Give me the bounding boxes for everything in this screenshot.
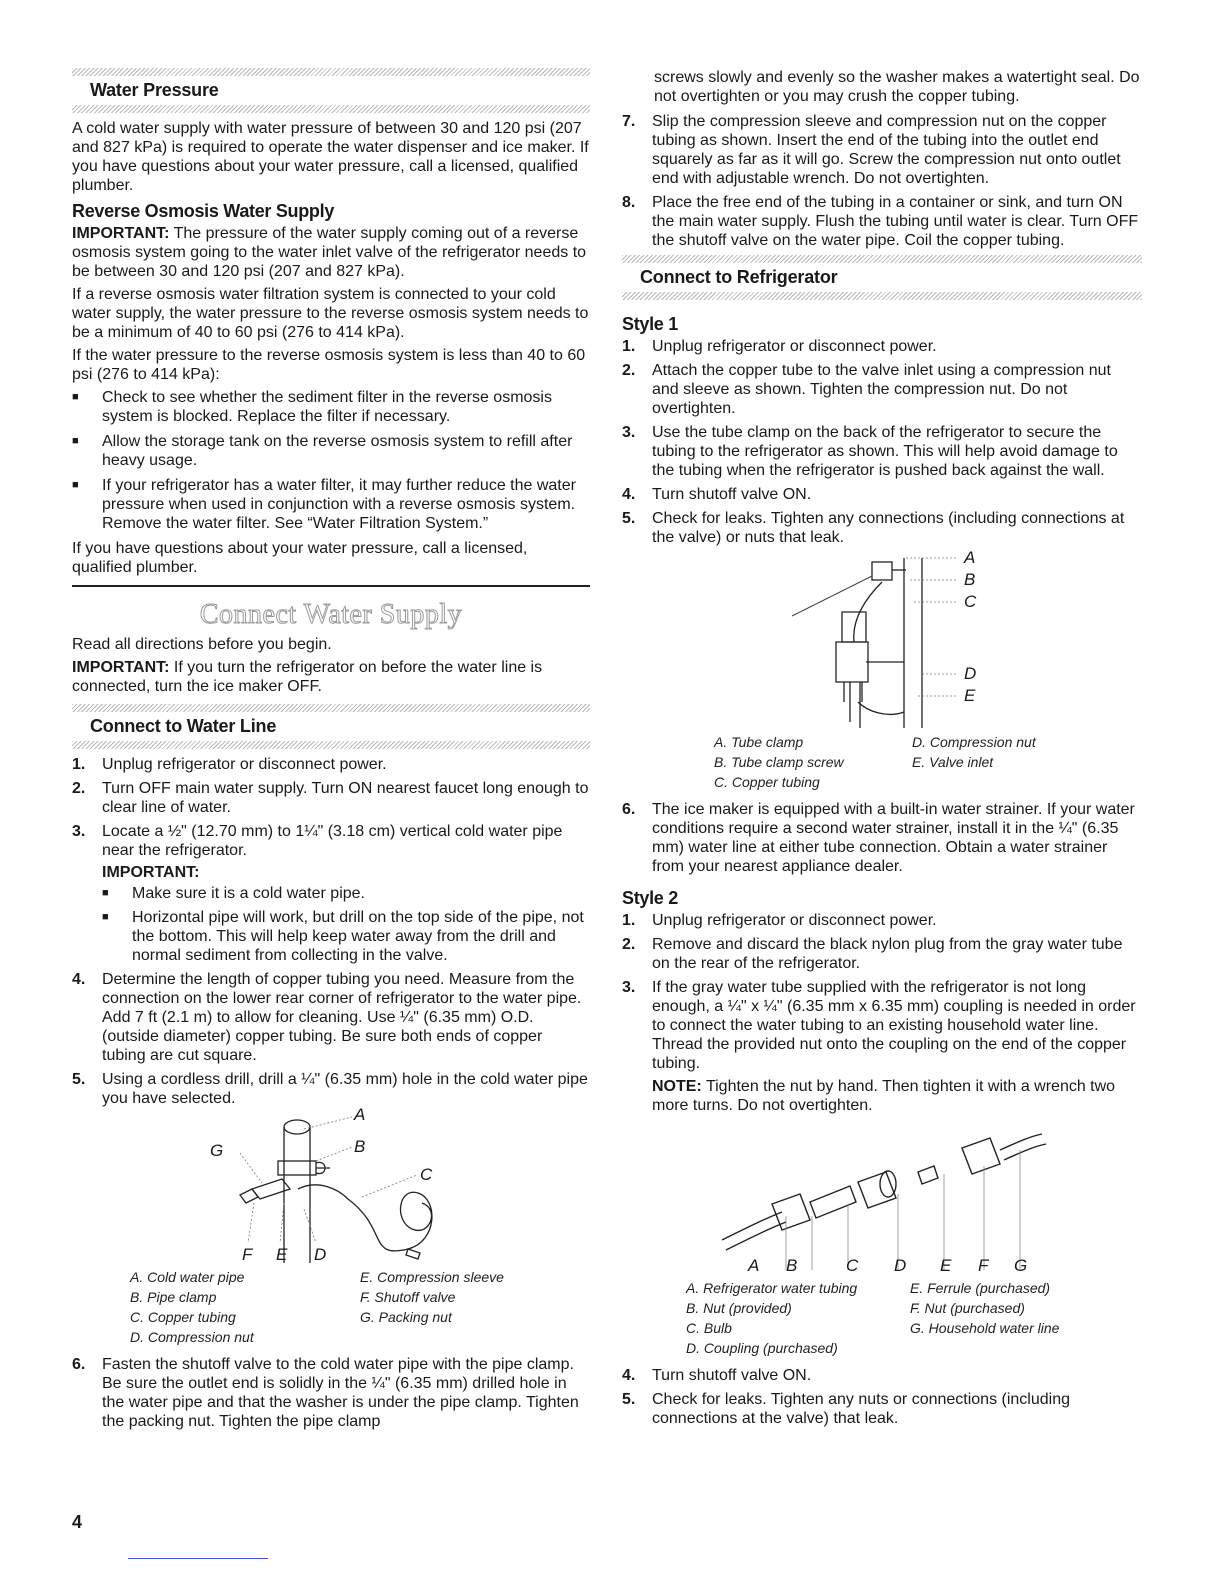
style2-figure — [622, 1120, 1142, 1274]
ro-important-paragraph — [72, 224, 590, 281]
step-text: Unplug refrigerator or disconnect power. — [652, 338, 937, 355]
style1-steps-cont — [622, 800, 1142, 876]
step-item — [622, 337, 1142, 356]
caption: C. Copper tubing — [714, 774, 820, 790]
step-number: 1. — [622, 338, 636, 355]
step-text: If the gray water tube supplied with the refrigerator is not long enough, a ¼" x ¼" (6.35 mm x 6.35 mm) coupling is needed in order to connect the water tubing to an existing household water line. Thread the provided nut onto the coupling on the end of the copper tubing. — [652, 979, 1136, 1072]
figure-letter-c: C — [846, 1256, 859, 1275]
step-text: Determine the length of copper tubing you need. Measure from the connection on the lower rear corner of refrigerator to the water pipe. Add 7 ft (2.1 m) to allow for cleaning. Use ¼" (6.35 mm) O.D. (outside diameter) copper tubing. Be sure both ends of copper tubing are cut square. — [102, 971, 582, 1064]
ro-bullet-list — [72, 388, 590, 533]
right-column — [622, 68, 1142, 1433]
caption — [912, 772, 1142, 792]
figure-letter-a: A — [964, 548, 976, 567]
style1-figure — [622, 548, 1142, 728]
step-number: 6. — [622, 801, 636, 818]
style2-heading: Style 2 — [622, 888, 678, 908]
step-number: 8. — [622, 194, 636, 211]
style2-captions — [686, 1278, 1142, 1358]
step-item — [622, 361, 1142, 418]
divider — [72, 585, 590, 587]
water-line-heading: Connect to Water Line — [90, 716, 277, 736]
shutoff-valve-illustration — [72, 1113, 590, 1263]
step-number: 4. — [622, 486, 636, 503]
ro-paragraph-4: If you have questions about your water pressure, call a licensed, qualified plumber. — [72, 540, 528, 576]
step-number: 4. — [622, 1367, 636, 1384]
style2-note — [652, 1077, 1142, 1115]
section-band — [72, 704, 590, 712]
figure-letter-d: D — [964, 664, 977, 683]
step-item — [72, 970, 590, 1065]
style1-steps — [622, 337, 1142, 547]
caption: D. Compression nut — [130, 1329, 254, 1345]
step-text: Remove and discard the black nylon plug from the gray water tube on the rear of the refrigerator. — [652, 936, 1123, 972]
step-text: Fasten the shutoff valve to the cold water pipe with the pipe clamp. Be sure the outlet end is solidly in the ¼" (6.35 mm) drilled hole in the water pipe and that the washer is under the pipe clamp. Tighten the packing nut. Tighten the pipe clamp — [102, 1356, 579, 1430]
step-item — [72, 822, 590, 965]
step-item — [622, 485, 1142, 504]
step-number: 5. — [72, 1071, 86, 1088]
step-number: 4. — [72, 971, 86, 988]
caption: E. Valve inlet — [912, 754, 994, 770]
caption: C. Bulb — [686, 1320, 732, 1336]
step-text: Attach the copper tube to the valve inlet using a compression nut and sleeve as shown. Tighten the compression nut. Do not overtighten. — [652, 362, 1111, 417]
figure-letter-g: G — [1014, 1256, 1028, 1275]
step-item — [622, 800, 1142, 876]
figure-letter-c: C — [420, 1165, 433, 1184]
step-text: Unplug refrigerator or disconnect power. — [652, 912, 937, 929]
figure-letter-a: A — [354, 1105, 366, 1124]
ro-heading: Reverse Osmosis Water Supply — [72, 201, 335, 221]
page-number: 4 — [72, 1512, 83, 1532]
style2-steps-cont — [622, 1366, 1142, 1428]
step-text: Use the tube clamp on the back of the refrigerator to secure the tubing to the refrigerator as shown. This will help avoid damage to the tubing when the refrigerator is pushed back against the wall. — [652, 424, 1118, 479]
section-band — [622, 292, 1142, 300]
list-item: ■ If your refrigerator has a water filter, it may further reduce the water pressure when used in conjunction with a reverse osmosis system. Remove the water filter. See “Water Filtration System.” — [72, 476, 590, 533]
section-band — [72, 105, 590, 113]
important-label: IMPORTANT: — [72, 225, 170, 242]
valve-inlet-illustration — [622, 552, 1142, 728]
step-text: The ice maker is equipped with a built-in water strainer. If your water conditions require a second water strainer, install it in the ¼" (6.35 mm) water line at either tube connection. Obtain a water strainer from your nearest appliance dealer. — [652, 801, 1135, 875]
step-item — [622, 112, 1142, 188]
step-item — [72, 1070, 590, 1108]
footer-line — [128, 1558, 268, 1559]
continued-paragraph: screws slowly and evenly so the washer makes a watertight seal. Do not overtighten or you may crush the copper tubing. — [654, 69, 1140, 105]
step-number: 3. — [622, 979, 636, 996]
section-band — [622, 255, 1142, 263]
water-pressure-heading: Water Pressure — [90, 80, 219, 100]
caption: B. Tube clamp screw — [714, 754, 844, 770]
step-text: Turn shutoff valve ON. — [652, 486, 812, 503]
step3-important-label: IMPORTANT: — [102, 864, 200, 881]
step-item — [622, 1390, 1142, 1428]
caption: D. Coupling (purchased) — [686, 1340, 838, 1356]
step-number: 5. — [622, 1391, 636, 1408]
step-number: 2. — [72, 780, 86, 797]
supply-important-paragraph — [72, 658, 590, 696]
step-text: Check for leaks. Tighten any nuts or connections (including connections at the valve) that leak. — [652, 1391, 1071, 1427]
caption — [910, 1338, 1142, 1358]
step-number: 2. — [622, 362, 636, 379]
caption: B. Pipe clamp — [130, 1289, 217, 1305]
step-number: 5. — [622, 510, 636, 527]
caption: A. Refrigerator water tubing — [686, 1280, 858, 1296]
caption: B. Nut (provided) — [686, 1300, 792, 1316]
figure-letter-d: D — [894, 1256, 907, 1275]
ro-paragraph-2: If a reverse osmosis water filtration system is connected to your cold water supply, the water pressure to the reverse osmosis system needs to be a minimum of 40 to 60 psi (276 to 414 kPa). — [72, 286, 589, 341]
step-number: 7. — [622, 113, 636, 130]
ro-paragraph-3: If the water pressure to the reverse osmosis system is less than 40 to 60 psi (276 to 414 kPa): — [72, 347, 586, 383]
list-item: ■ Check to see whether the sediment filter in the reverse osmosis system is blocked. Replace the filter if necessary. — [72, 388, 590, 426]
step-number: 1. — [72, 756, 86, 773]
step-item — [622, 193, 1142, 250]
connect-water-supply-title: Connect Water Supply — [199, 599, 463, 630]
shutoff-valve-figure — [72, 1105, 590, 1264]
list-item: ■ Make sure it is a cold water pipe. — [102, 884, 590, 903]
left-column — [72, 68, 590, 1436]
caption: G. Household water line — [910, 1320, 1060, 1336]
figure-letter-f: F — [242, 1245, 253, 1264]
step-item — [72, 755, 590, 774]
step-text: Turn shutoff valve ON. — [652, 1367, 812, 1384]
water-line-steps-cont — [72, 1355, 590, 1431]
step-item — [622, 911, 1142, 930]
caption: A. Cold water pipe — [130, 1269, 245, 1285]
connect-refrigerator-heading: Connect to Refrigerator — [640, 267, 838, 287]
style2-steps — [622, 911, 1142, 1115]
step-number: 1. — [622, 912, 636, 929]
figure-letter-e: E — [276, 1245, 288, 1264]
step-text: Turn OFF main water supply. Turn ON nearest faucet long enough to clear line of water. — [102, 780, 589, 816]
step-item — [72, 1355, 590, 1431]
directions-paragraph: Read all directions before you begin. — [72, 636, 332, 653]
style1-captions — [714, 732, 1142, 792]
step-number: 6. — [72, 1356, 86, 1373]
caption: D. Compression nut — [912, 734, 1036, 750]
list-item: ■ Horizontal pipe will work, but drill on the top side of the pipe, not the bottom. This will help keep water away from the drill and normal sediment from collecting in the valve. — [102, 908, 590, 965]
supply-important-text: If you turn the refrigerator on before the water line is connected, turn the ice maker OFF. — [72, 659, 543, 695]
caption: F. Nut (purchased) — [910, 1300, 1025, 1316]
figure-letter-b: B — [354, 1137, 366, 1156]
caption: E. Ferrule (purchased) — [910, 1280, 1051, 1296]
water-line-steps-right — [622, 112, 1142, 250]
figure-letter-e: E — [964, 686, 976, 705]
ro-important-text: The pressure of the water supply coming out of a reverse osmosis system going to the water inlet valve of the refrigerator needs to be between 30 and 120 psi (207 and 827 kPa). — [72, 225, 587, 280]
style1-heading: Style 1 — [622, 314, 678, 334]
step-item — [622, 935, 1142, 973]
step-text: Place the free end of the tubing in a container or sink, and turn ON the main water supply. Flush the tubing until water is clear. Turn OFF the shutoff valve on the water pipe. Coil the copper tubing. — [652, 194, 1139, 249]
note-text: Tighten the nut by hand. Then tighten it with a wrench two more turns. Do not overtighten. — [652, 1078, 1116, 1114]
figure-captions — [130, 1267, 590, 1347]
figure-letter-b: B — [964, 570, 976, 589]
figure-letter-b: B — [786, 1256, 798, 1275]
step-item — [622, 423, 1142, 480]
section-band — [72, 68, 590, 76]
step-item — [622, 978, 1142, 1115]
step3-bullet-list — [102, 884, 590, 965]
caption — [360, 1327, 590, 1347]
figure-letter-c: C — [964, 592, 977, 611]
step-text: Slip the compression sleeve and compression nut on the copper tubing as shown. Insert the end of the tubing into the outlet end squarely as far as it will go. Screw the compression nut onto outlet end with adjustable wrench. Do not overtighten. — [652, 113, 1121, 187]
list-item: ■ Allow the storage tank on the reverse osmosis system to refill after heavy usage. — [72, 432, 590, 470]
note-label: NOTE: — [652, 1078, 702, 1095]
step-text: Using a cordless drill, drill a ¼" (6.35 mm) hole in the cold water pipe you have selected. — [102, 1071, 588, 1107]
figure-letter-e: E — [940, 1256, 952, 1275]
step-item — [622, 1366, 1142, 1385]
step-item — [622, 509, 1142, 547]
figure-letter-g: G — [210, 1141, 224, 1160]
step-text: Locate a ½" (12.70 mm) to 1¼" (3.18 cm) vertical cold water pipe near the refrigerator. — [102, 823, 563, 859]
important-label: IMPORTANT: — [72, 659, 170, 676]
section-band — [72, 741, 590, 749]
water-pressure-paragraph: A cold water supply with water pressure of between 30 and 120 psi (207 and 827 kPa) is required to operate the water dispenser and ice maker. If you have questions about your water pressure, call a licensed, qualified plumber. — [72, 120, 589, 194]
step-text: Unplug refrigerator or disconnect power. — [102, 756, 387, 773]
figure-letter-a: A — [748, 1256, 760, 1275]
caption: A. Tube clamp — [714, 734, 804, 750]
step-number: 3. — [72, 823, 86, 840]
caption: E. Compression sleeve — [360, 1269, 504, 1285]
coupling-illustration — [622, 1120, 1142, 1274]
figure-letter-f: F — [978, 1256, 989, 1275]
figure-letter-d: D — [314, 1245, 327, 1264]
caption: C. Copper tubing — [130, 1309, 236, 1325]
caption: F. Shutoff valve — [360, 1289, 456, 1305]
step-number: 2. — [622, 936, 636, 953]
water-line-steps — [72, 755, 590, 1108]
step-number: 3. — [622, 424, 636, 441]
caption: G. Packing nut — [360, 1309, 452, 1325]
step-item — [72, 779, 590, 817]
step-text: Check for leaks. Tighten any connections (including connections at the valve) or nuts that leak. — [652, 510, 1125, 546]
